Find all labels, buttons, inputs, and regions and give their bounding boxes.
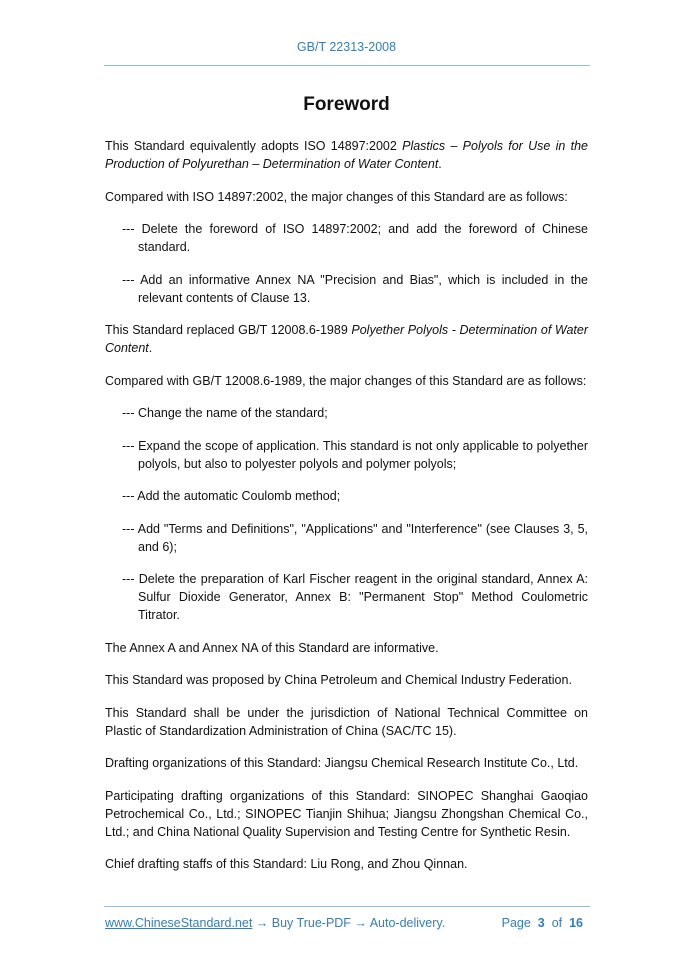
paragraph — [105, 372, 588, 390]
text-segment: --- Change the name of the standard; — [122, 406, 328, 420]
text-segment: This Standard was proposed by China Petroleum and Chemical Industry Federation. — [105, 673, 572, 687]
text-segment: This Standard shall be under the jurisdiction of National Technical Committee on Plastic of Standardization Administration of China (SAC/TC 15). — [105, 705, 588, 738]
footer — [105, 916, 583, 930]
text-segment: The Annex A and Annex NA of this Standard are informative. — [105, 640, 439, 655]
footer-divider — [104, 906, 590, 907]
paragraph — [105, 754, 588, 772]
text-segment: --- Add the automatic Coulomb method; — [122, 489, 341, 503]
paragraph — [105, 704, 588, 740]
list-item — [105, 570, 588, 624]
text-segment: Compared with GB/T 12008.6-1989, the major changes of this Standard are as follows: — [105, 373, 587, 388]
paragraph — [105, 671, 588, 689]
paragraph — [105, 188, 588, 206]
text-segment: --- Add an informative Annex NA "Precision and Bias", which is included in the relevant contents of Clause 13. — [122, 272, 588, 305]
text-segment: This Standard equivalently adopts ISO 14897:2002 — [105, 139, 403, 153]
list-item — [105, 520, 588, 556]
italic-title-text: Polyether Polyols - Determination of Water Content — [105, 323, 588, 355]
list-item — [105, 271, 588, 307]
header-divider — [104, 65, 590, 66]
list-item — [105, 220, 588, 256]
header-doc-id: GB/T 22313-2008 — [296, 40, 397, 54]
of-label: of — [551, 916, 563, 930]
text-segment: --- Delete the preparation of Karl Fischer reagent in the original standard, Annex A: Sulfur Dioxide Generator, Annex B: "Permanent Stop" Method Coulometric Titrator. — [122, 572, 588, 622]
list-item — [105, 404, 588, 422]
text-segment: --- Add "Terms and Definitions", "Applications" and "Interference" (see Clauses 3, 5, and 6); — [122, 521, 588, 554]
text-segment: Drafting organizations of this Standard: Jiangsu Chemical Research Institute Co., Ltd. — [105, 756, 579, 770]
page-label: Page — [501, 916, 531, 930]
text-segment: --- Delete the foreword of ISO 14897:2002; and add the foreword of Chinese standard. — [122, 222, 588, 254]
page-number: 3 — [537, 916, 545, 930]
list-item — [105, 487, 588, 505]
list-item — [105, 437, 588, 473]
paragraph — [105, 639, 588, 657]
text-segment: . — [438, 157, 442, 171]
footer-promo — [105, 916, 445, 930]
website-link[interactable]: www.ChineseStandard.net — [105, 916, 253, 930]
paragraph — [105, 137, 588, 173]
footer-promo-text: → Buy True-PDF → Auto-delivery. — [252, 916, 446, 930]
page-indicator — [502, 916, 583, 930]
text-segment: This Standard replaced GB/T 12008.6-1989 — [105, 323, 352, 337]
text-segment: Compared with ISO 14897:2002, the major changes of this Standard are as follows: — [105, 189, 568, 204]
paragraph — [105, 855, 588, 873]
text-segment: Participating drafting organizations of this Standard: SINOPEC Shanghai Gaoqiao Petrochemical Co., Ltd.; SINOPEC Tianjin Shihua; Jiangsu Zhongshan Chemical Co., Ltd.; and China National Quality Supervision and Testing Centre for Synthetic Resin. — [105, 788, 588, 839]
paragraph — [105, 787, 588, 841]
document-body — [105, 137, 588, 888]
page-title: Foreword — [303, 94, 390, 115]
text-segment: Chief drafting staffs of this Standard: Liu Rong, and Zhou Qinnan. — [105, 857, 468, 871]
text-segment: --- Expand the scope of application. This standard is not only applicable to polyether polyols, but also to polyester polyols and polymer polyols; — [122, 438, 588, 471]
page-total: 16 — [569, 916, 583, 930]
paragraph — [105, 321, 588, 357]
italic-title-text: Plastics – Polyols for Use in the Production of Polyurethan – Determination of Water Content — [105, 139, 588, 171]
text-segment: . — [148, 341, 153, 355]
